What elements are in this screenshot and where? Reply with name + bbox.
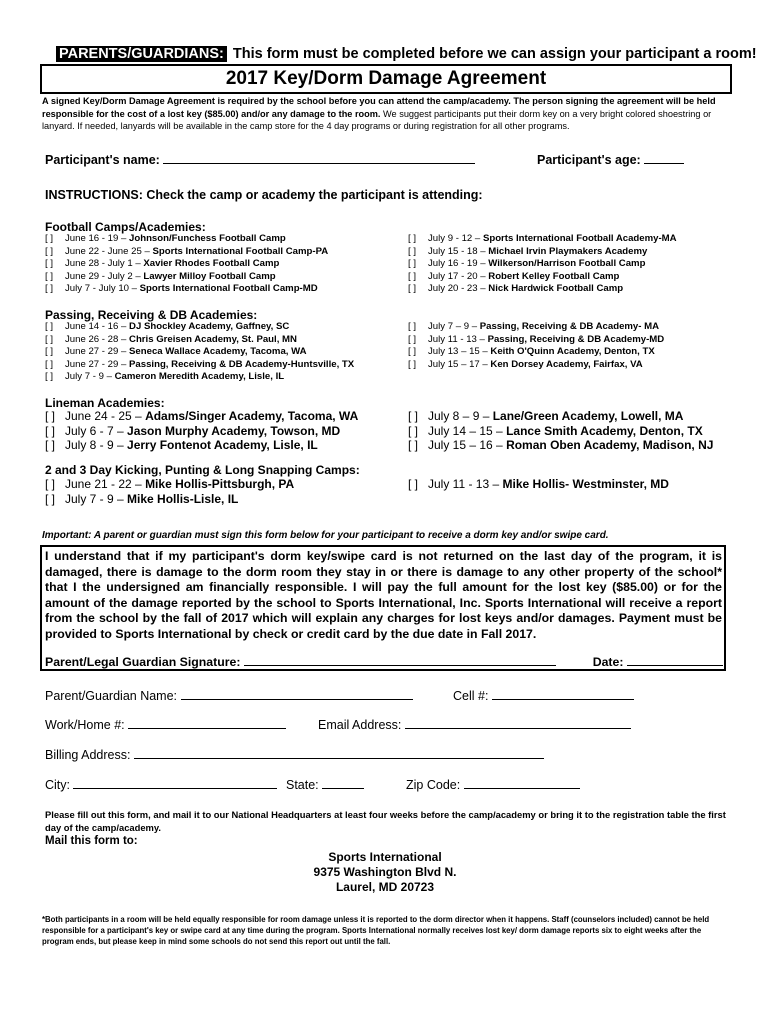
checkbox-bracket[interactable]: [ ] xyxy=(45,423,56,438)
camp-date: July 6 - 7 – xyxy=(65,423,128,438)
participant-name-field[interactable] xyxy=(45,153,475,167)
guardian-name-label: Parent/Guardian Name: xyxy=(45,689,178,703)
camp-date: June 21 - 22 – xyxy=(65,477,146,491)
address-block xyxy=(0,850,770,895)
participant-age-label: Participant's age: xyxy=(537,153,641,167)
date-label: Date: xyxy=(592,654,624,669)
football-left-list xyxy=(45,233,328,296)
camp-date: June 26 - 28 – xyxy=(65,333,130,345)
work-home-field[interactable] xyxy=(45,718,286,732)
camp-option[interactable] xyxy=(45,271,328,284)
email-field[interactable] xyxy=(318,718,631,732)
city-field[interactable] xyxy=(45,778,277,792)
zip-label: Zip Code: xyxy=(406,778,461,792)
participant-name-label: Participant's name: xyxy=(45,153,160,167)
camp-option[interactable] xyxy=(408,346,664,359)
checkbox-bracket[interactable]: [ ] xyxy=(408,258,416,269)
checkbox-bracket[interactable]: [ ] xyxy=(45,438,56,452)
camp-option[interactable] xyxy=(45,359,354,372)
camp-name: Adams/Singer Academy, Tacoma, WA xyxy=(145,409,359,423)
camp-option[interactable] xyxy=(45,258,328,271)
checkbox-bracket[interactable]: [ ] xyxy=(45,321,53,332)
city-label: City: xyxy=(45,778,70,792)
camp-name: Roman Oben Academy, Madison, NJ xyxy=(506,438,714,452)
camp-date: July 14 – 15 – xyxy=(428,423,507,438)
camp-date: June 28 - July 1 – xyxy=(65,258,144,269)
cell-line[interactable] xyxy=(492,699,634,700)
football-right-list xyxy=(408,233,677,296)
intro-bold: A signed Key/Dorm Damage Agreement is required by the school before you can attend the camp/academy. The person signing the agreement will be held responsible for the cost of a lost key ($85.00) and/or any damage to the room. xyxy=(42,96,716,119)
state-label: State: xyxy=(286,778,319,792)
header-notice xyxy=(56,46,757,62)
email-line[interactable] xyxy=(405,728,631,729)
camp-date: July 7 – 9 – xyxy=(428,321,480,332)
checkbox-bracket[interactable]: [ ] xyxy=(45,283,53,294)
camp-option[interactable] xyxy=(408,359,664,372)
zip-line[interactable] xyxy=(464,788,580,789)
checkbox-bracket[interactable]: [ ] xyxy=(45,346,53,357)
camp-option[interactable] xyxy=(408,246,677,259)
checkbox-bracket[interactable]: [ ] xyxy=(408,438,419,452)
camp-name: Lance Smith Academy, Denton, TX xyxy=(506,423,703,438)
checkbox-bracket[interactable]: [ ] xyxy=(408,283,416,294)
camp-option[interactable] xyxy=(45,346,354,359)
camp-name: Nick Hardwick Football Camp xyxy=(488,283,624,294)
mail-label: Mail this form to: xyxy=(45,835,138,847)
address-line2: 9375 Washington Blvd N. xyxy=(313,865,457,879)
checkbox-bracket[interactable]: [ ] xyxy=(408,333,416,345)
checkbox-bracket[interactable]: [ ] xyxy=(408,409,419,423)
footnote: *Both participants in a room will be held equally responsible for room damage unless it is reported to the dorm director when it happens. Staff (counselors included) cannot be held responsible for a participant's key or swipe card at any time during the program. Sports International normally receives lost key/ dorm damage reports six to eight weeks after the program ends, but please keep in mind some schools do not send this report out until the fall. xyxy=(42,915,710,946)
participant-name-line[interactable] xyxy=(163,163,475,164)
camp-option[interactable] xyxy=(45,477,294,492)
camp-name: Lane/Green Academy, Lowell, MA xyxy=(492,409,684,423)
camp-date: June 16 - 19 – xyxy=(65,233,130,244)
lineman-right-list xyxy=(408,409,713,453)
parents-guardians-tag: PARENTS/GUARDIANS: xyxy=(56,46,227,62)
billing-line[interactable] xyxy=(134,758,544,759)
camp-date: July 13 – 15 – xyxy=(428,346,491,357)
state-line[interactable] xyxy=(322,788,364,789)
camp-date: July 11 - 13 – xyxy=(428,333,488,345)
camp-date: July 8 - 9 – xyxy=(65,438,128,452)
camp-name: Seneca Wallace Academy, Tacoma, WA xyxy=(129,346,307,357)
camp-option[interactable] xyxy=(408,424,713,439)
camp-name: Cameron Meredith Academy, Lisle, IL xyxy=(114,371,285,382)
camp-date: July 15 – 17 – xyxy=(428,358,491,370)
camp-date: July 9 - 12 – xyxy=(428,233,483,244)
lineman-left-list xyxy=(45,409,358,453)
billing-label: Billing Address: xyxy=(45,748,131,762)
checkbox-bracket[interactable]: [ ] xyxy=(408,245,416,257)
camp-date: July 20 - 23 – xyxy=(428,283,489,294)
camp-date: July 8 – 9 – xyxy=(428,409,493,423)
passing-right-list xyxy=(408,321,664,371)
camp-option[interactable] xyxy=(45,321,354,334)
guardian-name-field[interactable] xyxy=(45,689,413,703)
camp-name: Passing, Receiving & DB Academy-MD xyxy=(487,333,665,345)
camp-option[interactable] xyxy=(45,334,354,347)
camp-name: Sports International Football Camp-MD xyxy=(139,283,318,294)
camp-option[interactable] xyxy=(45,409,358,424)
instructions: INSTRUCTIONS: Check the camp or academy the participant is attending: xyxy=(45,188,483,202)
camp-name: Mike Hollis-Pittsburgh, PA xyxy=(145,477,295,491)
camp-option[interactable] xyxy=(408,283,677,296)
camp-option[interactable] xyxy=(45,371,354,384)
camp-date: July 16 - 19 – xyxy=(428,258,489,269)
camp-option[interactable] xyxy=(45,438,358,453)
zip-field[interactable] xyxy=(406,778,580,792)
signature-row xyxy=(45,655,722,669)
checkbox-bracket[interactable]: [ ] xyxy=(45,270,53,282)
signature-line[interactable] xyxy=(244,665,556,666)
camp-name: Jerry Fontenot Academy, Lisle, IL xyxy=(127,438,318,452)
checkbox-bracket[interactable]: [ ] xyxy=(408,423,419,438)
checkbox-bracket[interactable]: [ ] xyxy=(408,477,419,491)
agreement-box xyxy=(40,545,726,671)
city-line[interactable] xyxy=(73,788,277,789)
camp-option[interactable] xyxy=(408,258,677,271)
camp-name: Sports International Football Academy-MA xyxy=(482,233,677,244)
cell-label: Cell #: xyxy=(453,689,489,703)
checkbox-bracket[interactable]: [ ] xyxy=(45,245,53,257)
camp-name: Passing, Receiving & DB Academy- MA xyxy=(479,321,660,332)
work-home-line[interactable] xyxy=(128,728,286,729)
camp-option[interactable] xyxy=(408,321,664,334)
checkbox-bracket[interactable]: [ ] xyxy=(45,258,53,269)
camp-date: June 22 - June 25 – xyxy=(65,245,153,257)
work-home-label: Work/Home #: xyxy=(45,718,125,732)
camp-option[interactable] xyxy=(45,283,328,296)
mail-note: Please fill out this form, and mail it to our National Headquarters at least four weeks before the camp/academy or bring it to the registration table the first day of the camp/academy. xyxy=(45,809,726,833)
camp-option[interactable] xyxy=(408,438,713,453)
camp-name: Michael Irvin Playmakers Academy xyxy=(488,245,648,257)
camp-date: July 7 - 9 – xyxy=(65,491,128,506)
camp-date: June 14 - 16 – xyxy=(65,321,130,332)
agreement-text: I understand that if my participant's dorm key/swipe card is not returned on the last day of the program, it is damaged, there is damage to the dorm room they stay in or there is damage to any other property of the school* that I the undersigned am financially responsible. I will pay the full amount for the lost key ($85.00) or for the amount of the damage reported by the school to Sports International, Inc. Sports International will receive a report from the school by the fall of 2017 which will explain any charges for lost keys and/or damages. Payment must be provided to Sports International by check or credit card by the due date in Fall 2017. xyxy=(45,549,722,641)
checkbox-bracket[interactable]: [ ] xyxy=(45,333,53,345)
participant-age-field[interactable] xyxy=(537,153,684,167)
checkbox-bracket[interactable]: [ ] xyxy=(45,477,56,491)
checkbox-bracket[interactable]: [ ] xyxy=(45,409,56,423)
camp-name: Mike Hollis-Lisle, IL xyxy=(127,491,239,506)
passing-left-list xyxy=(45,321,354,384)
camp-name: Johnson/Funchess Football Camp xyxy=(129,233,286,244)
date-line[interactable] xyxy=(627,665,723,666)
checkbox-bracket[interactable]: [ ] xyxy=(45,233,53,244)
participant-age-line[interactable] xyxy=(644,163,684,164)
kicking-title: 2 and 3 Day Kicking, Punting & Long Snapping Camps: xyxy=(45,463,360,477)
checkbox-bracket[interactable]: [ ] xyxy=(408,346,416,357)
kicking-left-list xyxy=(45,477,294,506)
camp-option[interactable] xyxy=(408,334,664,347)
camp-option[interactable] xyxy=(45,233,328,246)
camp-date: June 27 - 29 – xyxy=(65,346,130,357)
page-title: 2017 Key/Dorm Damage Agreement xyxy=(40,64,732,94)
cell-field[interactable] xyxy=(453,689,634,703)
checkbox-bracket[interactable]: [ ] xyxy=(45,358,53,370)
camp-option[interactable] xyxy=(45,246,328,259)
camp-option[interactable] xyxy=(45,424,358,439)
camp-option[interactable] xyxy=(408,271,677,284)
camp-name: Wilkerson/Harrison Football Camp xyxy=(488,258,646,269)
checkbox-bracket[interactable]: [ ] xyxy=(408,321,416,332)
camp-date: June 29 - July 2 – xyxy=(65,270,144,282)
camp-option[interactable] xyxy=(408,477,669,492)
camp-date: June 24 - 25 – xyxy=(65,409,146,423)
camp-name: Xavier Rhodes Football Camp xyxy=(143,258,280,269)
guardian-name-line[interactable] xyxy=(181,699,413,700)
camp-name: Lawyer Milloy Football Camp xyxy=(143,270,276,282)
camp-date: July 7 - July 10 – xyxy=(65,283,140,294)
intro-normal: We suggest participants put their dorm key on a very bright colored shoestring or lanyard. If needed, lanyards will be available in the camp store for the 4 day programs or during registration for all other programs. xyxy=(42,108,712,131)
billing-field[interactable] xyxy=(45,748,544,762)
camp-option[interactable] xyxy=(45,492,294,507)
camp-name: Chris Greisen Academy, St. Paul, MN xyxy=(129,333,297,345)
camp-option[interactable] xyxy=(408,409,713,424)
camp-name: Ken Dorsey Academy, Fairfax, VA xyxy=(490,358,643,370)
camp-option[interactable] xyxy=(408,233,677,246)
checkbox-bracket[interactable]: [ ] xyxy=(45,491,56,506)
camp-date: July 11 - 13 – xyxy=(428,477,503,491)
checkbox-bracket[interactable]: [ ] xyxy=(408,233,416,244)
camp-name: Robert Kelley Football Camp xyxy=(488,270,620,282)
address-line1: Sports International xyxy=(328,850,442,864)
camp-name: Keith O'Quinn Academy, Denton, TX xyxy=(490,346,655,357)
checkbox-bracket[interactable]: [ ] xyxy=(408,270,416,282)
checkbox-bracket[interactable]: [ ] xyxy=(408,358,416,370)
notice-text: This form must be completed before we can assign your participant a room! xyxy=(232,46,757,62)
camp-name: Jason Murphy Academy, Towson, MD xyxy=(127,423,341,438)
football-title: Football Camps/Academies: xyxy=(45,220,206,234)
camp-date: July 7 - 9 – xyxy=(65,371,115,382)
camp-name: Sports International Football Camp-PA xyxy=(152,245,329,257)
camp-name: Passing, Receiving & DB Academy-Huntsville, TX xyxy=(129,358,355,370)
important-note: Important: A parent or guardian must sign this form below for your participant to receive a dorm key and/or swipe card. xyxy=(42,530,609,541)
signature-label: Parent/Legal Guardian Signature: xyxy=(45,654,241,669)
address-line3: Laurel, MD 20723 xyxy=(335,880,435,894)
camp-date: July 15 - 18 – xyxy=(428,245,489,257)
kicking-right-list xyxy=(408,477,669,492)
camp-date: June 27 - 29 – xyxy=(65,358,130,370)
camp-name: DJ Shockley Academy, Gaffney, SC xyxy=(129,321,290,332)
intro-paragraph xyxy=(42,95,732,133)
camp-name: Mike Hollis- Westminster, MD xyxy=(502,477,669,491)
state-field[interactable] xyxy=(286,778,364,792)
camp-date: July 15 – 16 – xyxy=(428,438,507,452)
checkbox-bracket[interactable]: [ ] xyxy=(45,371,53,382)
camp-date: July 17 - 20 – xyxy=(428,270,489,282)
email-label: Email Address: xyxy=(318,718,402,732)
passing-title: Passing, Receiving & DB Academies: xyxy=(45,308,258,322)
lineman-title: Lineman Academies: xyxy=(45,396,165,410)
